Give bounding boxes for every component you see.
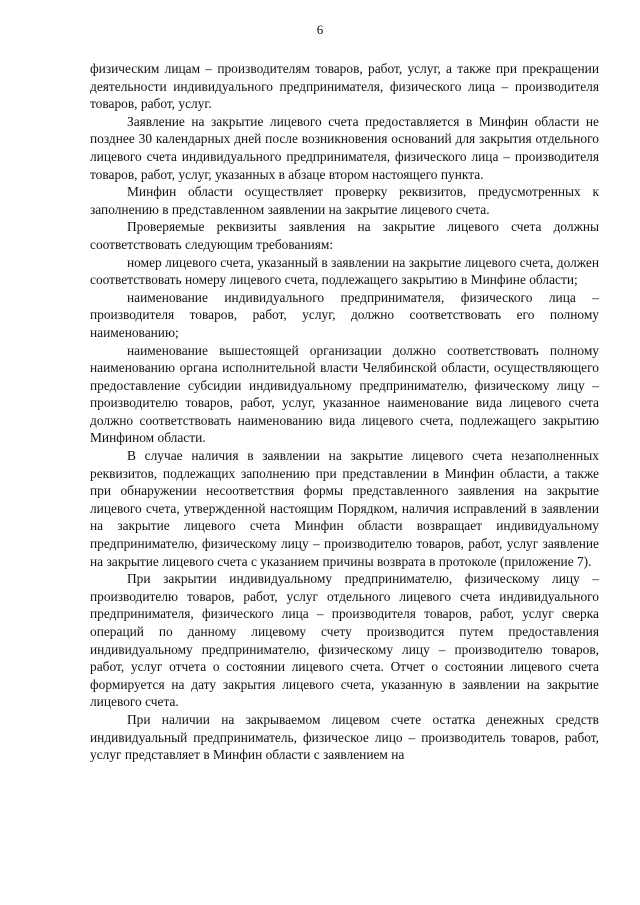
page-number: 6 xyxy=(316,22,324,37)
paragraph-application-deadline: Заявление на закрытие лицевого счета предоставляется в Минфин области не позднее 30 календарных дней после возникновения оснований для закрытия отдельного лицевого счета индивидуального предпринимателя, физического лица – производителя товаров, работ, услуг, указанных в абзаце втором настоящего пункта. xyxy=(90,113,599,182)
paragraph-continuation: физическим лицам – производителям товаров, работ, услуг, а также при прекращении деятельности индивидуального предпринимателя, физического лица – производителя товаров, работ, услуг. xyxy=(90,61,599,112)
paragraph-verification: Минфин области осуществляет проверку реквизитов, предусмотренных к заполнению в представленном заявлении на закрытие лицевого счета. xyxy=(90,184,599,217)
requirement-entrepreneur-name: наименование индивидуального предпринимателя, физического лица – производителя товаров, работ, услуг, должно соответствовать его полному наименованию; xyxy=(90,289,599,340)
requirement-parent-organization: наименование вышестоящей организации должно соответствовать полному наименованию органа исполнительной власти Челябинской области, осуществляющего предоставление субсидии индивидуальному предпринимателю, физическому лицу – производителю товаров, работ, услуг, указанное наименование вида лицевого счета должно соответствовать наименованию вида лицевого счета, подлежащего закрытию Минфином области. xyxy=(90,342,599,446)
document-body xyxy=(90,60,599,764)
paragraph-reconciliation: При закрытии индивидуальному предпринимателю, физическому лицу – производителю товаров, работ, услуг отдельного лицевого счета индивидуального предпринимателя, физического лица – производителя товаров, работ, услуг сверка операций по данному лицевому счету производится путем предоставления индивидуальному предпринимателю, физическому лицу – производителю товаров, работ, услуг отчета о состоянии лицевого счета. Отчет о состоянии лицевого счета формируется на дату закрытия лицевого счета, указанную в заявлении на закрытие лицевого счета. xyxy=(90,571,599,710)
paragraph-requirements-intro: Проверяемые реквизиты заявления на закрытие лицевого счета должны соответствовать следующим требованиям: xyxy=(90,219,599,252)
paragraph-remaining-balance: При наличии на закрываемом лицевом счете остатка денежных средств индивидуальный предприниматель, физическое лицо – производитель товаров, работ, услуг представляет в Минфин области с заявлением на xyxy=(90,711,599,763)
paragraph-return-conditions: В случае наличия в заявлении на закрытие лицевого счета незаполненных реквизитов, подлежащих заполнению при представлении в Минфин области, а также при обнаружении несоответствия формы представленного заявления на закрытие лицевого счета, утвержденной настоящим Порядком, наличия исправлений в заявлении на закрытие лицевого счета Минфин области возвращает индивидуальному предпринимателю, физическому лицу – производителю товаров, работ, услуг заявление на закрытие лицевого счета с указанием причины возврата в протоколе (приложение 7). xyxy=(90,448,599,569)
requirement-account-number: номер лицевого счета, указанный в заявлении на закрытие лицевого счета, должен соответствовать номеру лицевого счета, подлежащего закрытию в Минфине области; xyxy=(90,254,599,288)
